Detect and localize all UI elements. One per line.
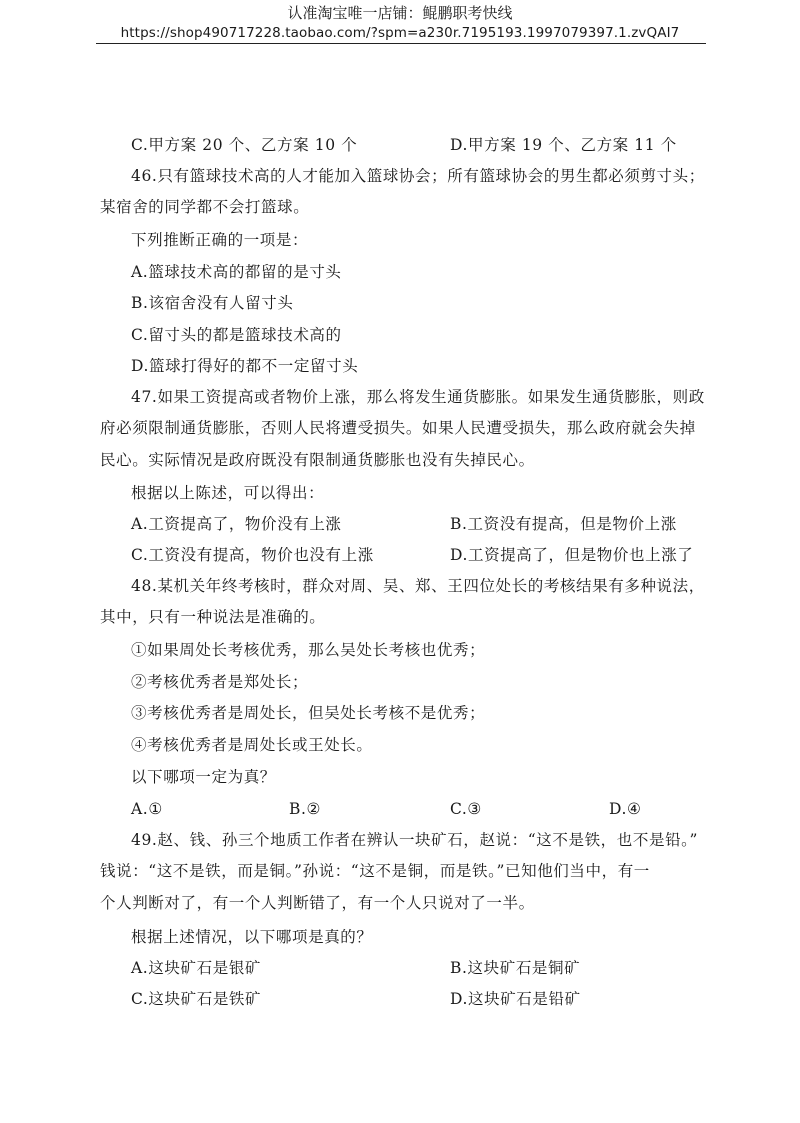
q48-option-b: B.② [289, 800, 322, 818]
q46-stem-text-1: 46.只有篮球技术高的人才能加入篮球协会；所有篮球协会的男生都必须剪寸头； [131, 167, 705, 185]
q47-option-d: D.工资提高了，但是物价也上涨了 [450, 546, 694, 564]
q48-statement-1-text: ①如果周处长考核优秀，那么吴处长考核也优秀； [131, 641, 486, 659]
q49-prompt-text: 根据上述情况，以下哪项是真的？ [131, 928, 373, 946]
q49-stem-text-1: 49.赵、钱、孙三个地质工作者在辨认一块矿石，赵说：“这不是铁，也不是铅。” [131, 831, 699, 849]
q46-option-d-text: D.篮球打得好的都不一定留寸头 [131, 357, 359, 375]
q45-option-d: D.甲方案 19 个、乙方案 11 个 [450, 136, 677, 154]
q49-option-c: C.这块矿石是铁矿 [131, 990, 262, 1008]
shop-url: https://shop490717228.taobao.com/?spm=a230r.7195193.1997079397.1.zvQAI7 [120, 25, 680, 41]
q48-option-a: A.① [131, 800, 163, 818]
q48-option-c: C.③ [450, 800, 482, 818]
q48-prompt-text: 以下哪项一定为真？ [131, 768, 276, 786]
q46-stem-text-2: 某宿舍的同学都不会打篮球。 [100, 198, 310, 216]
q49-option-a: A.这块矿石是银矿 [131, 959, 262, 977]
header-divider [96, 43, 706, 44]
q47-stem-text-1: 47.如果工资提高或者物价上涨，那么将发生通货膨胀。如果发生通货膨胀，则政 [131, 388, 705, 406]
q45-option-c: C.甲方案 20 个、乙方案 10 个 [131, 136, 358, 154]
q48-statement-4-text: ④考核优秀者是周处长或王处长。 [131, 736, 373, 754]
q47-stem-text-2: 府必须限制通货膨胀，否则人民将遭受损失。如果人民遭受损失，那么政府就会失掉 [100, 419, 696, 437]
q47-option-a: A.工资提高了，物价没有上涨 [131, 515, 342, 533]
q49-stem-text-3: 个人判断对了，有一个人判断错了，有一个人只说对了一半。 [100, 894, 535, 912]
q48-statement-3-text: ③考核优秀者是周处长，但吴处长考核不是优秀； [131, 704, 486, 722]
q46-prompt-text: 下列推断正确的一项是： [131, 231, 309, 249]
q46-option-a-text: A.篮球技术高的都留的是寸头 [131, 263, 342, 281]
shop-title: 认准淘宝唯一店铺：鲲鹏职考快线 [287, 4, 513, 22]
q46-option-c-text: C.留寸头的都是篮球技术高的 [131, 326, 342, 344]
q47-stem-text-3: 民心。实际情况是政府既没有限制通货膨胀也没有失掉民心。 [100, 451, 535, 469]
q47-option-b: B.工资没有提高，但是物价上涨 [450, 515, 677, 533]
q48-stem-text-1: 48.某机关年终考核时，群众对周、吴、郑、王四位处长的考核结果有多种说法， [131, 577, 705, 595]
q48-statement-2-text: ②考核优秀者是郑处长； [131, 673, 309, 691]
q47-prompt-text: 根据以上陈述，可以得出： [131, 484, 325, 502]
q49-stem-text-2: 钱说：“这不是铁，而是铜。”孙说：“这不是铜，而是铁。”已知他们当中，有一 [100, 862, 650, 880]
q48-option-d: D.④ [609, 800, 642, 818]
q49-option-b: B.这块矿石是铜矿 [450, 959, 581, 977]
q47-option-c: C.工资没有提高，物价也没有上涨 [131, 546, 374, 564]
q48-stem-text-2: 其中，只有一种说法是准确的。 [100, 608, 326, 626]
q46-option-b-text: B.该宿舍没有人留寸头 [131, 294, 294, 312]
q49-option-d: D.这块矿石是铅矿 [450, 990, 581, 1008]
